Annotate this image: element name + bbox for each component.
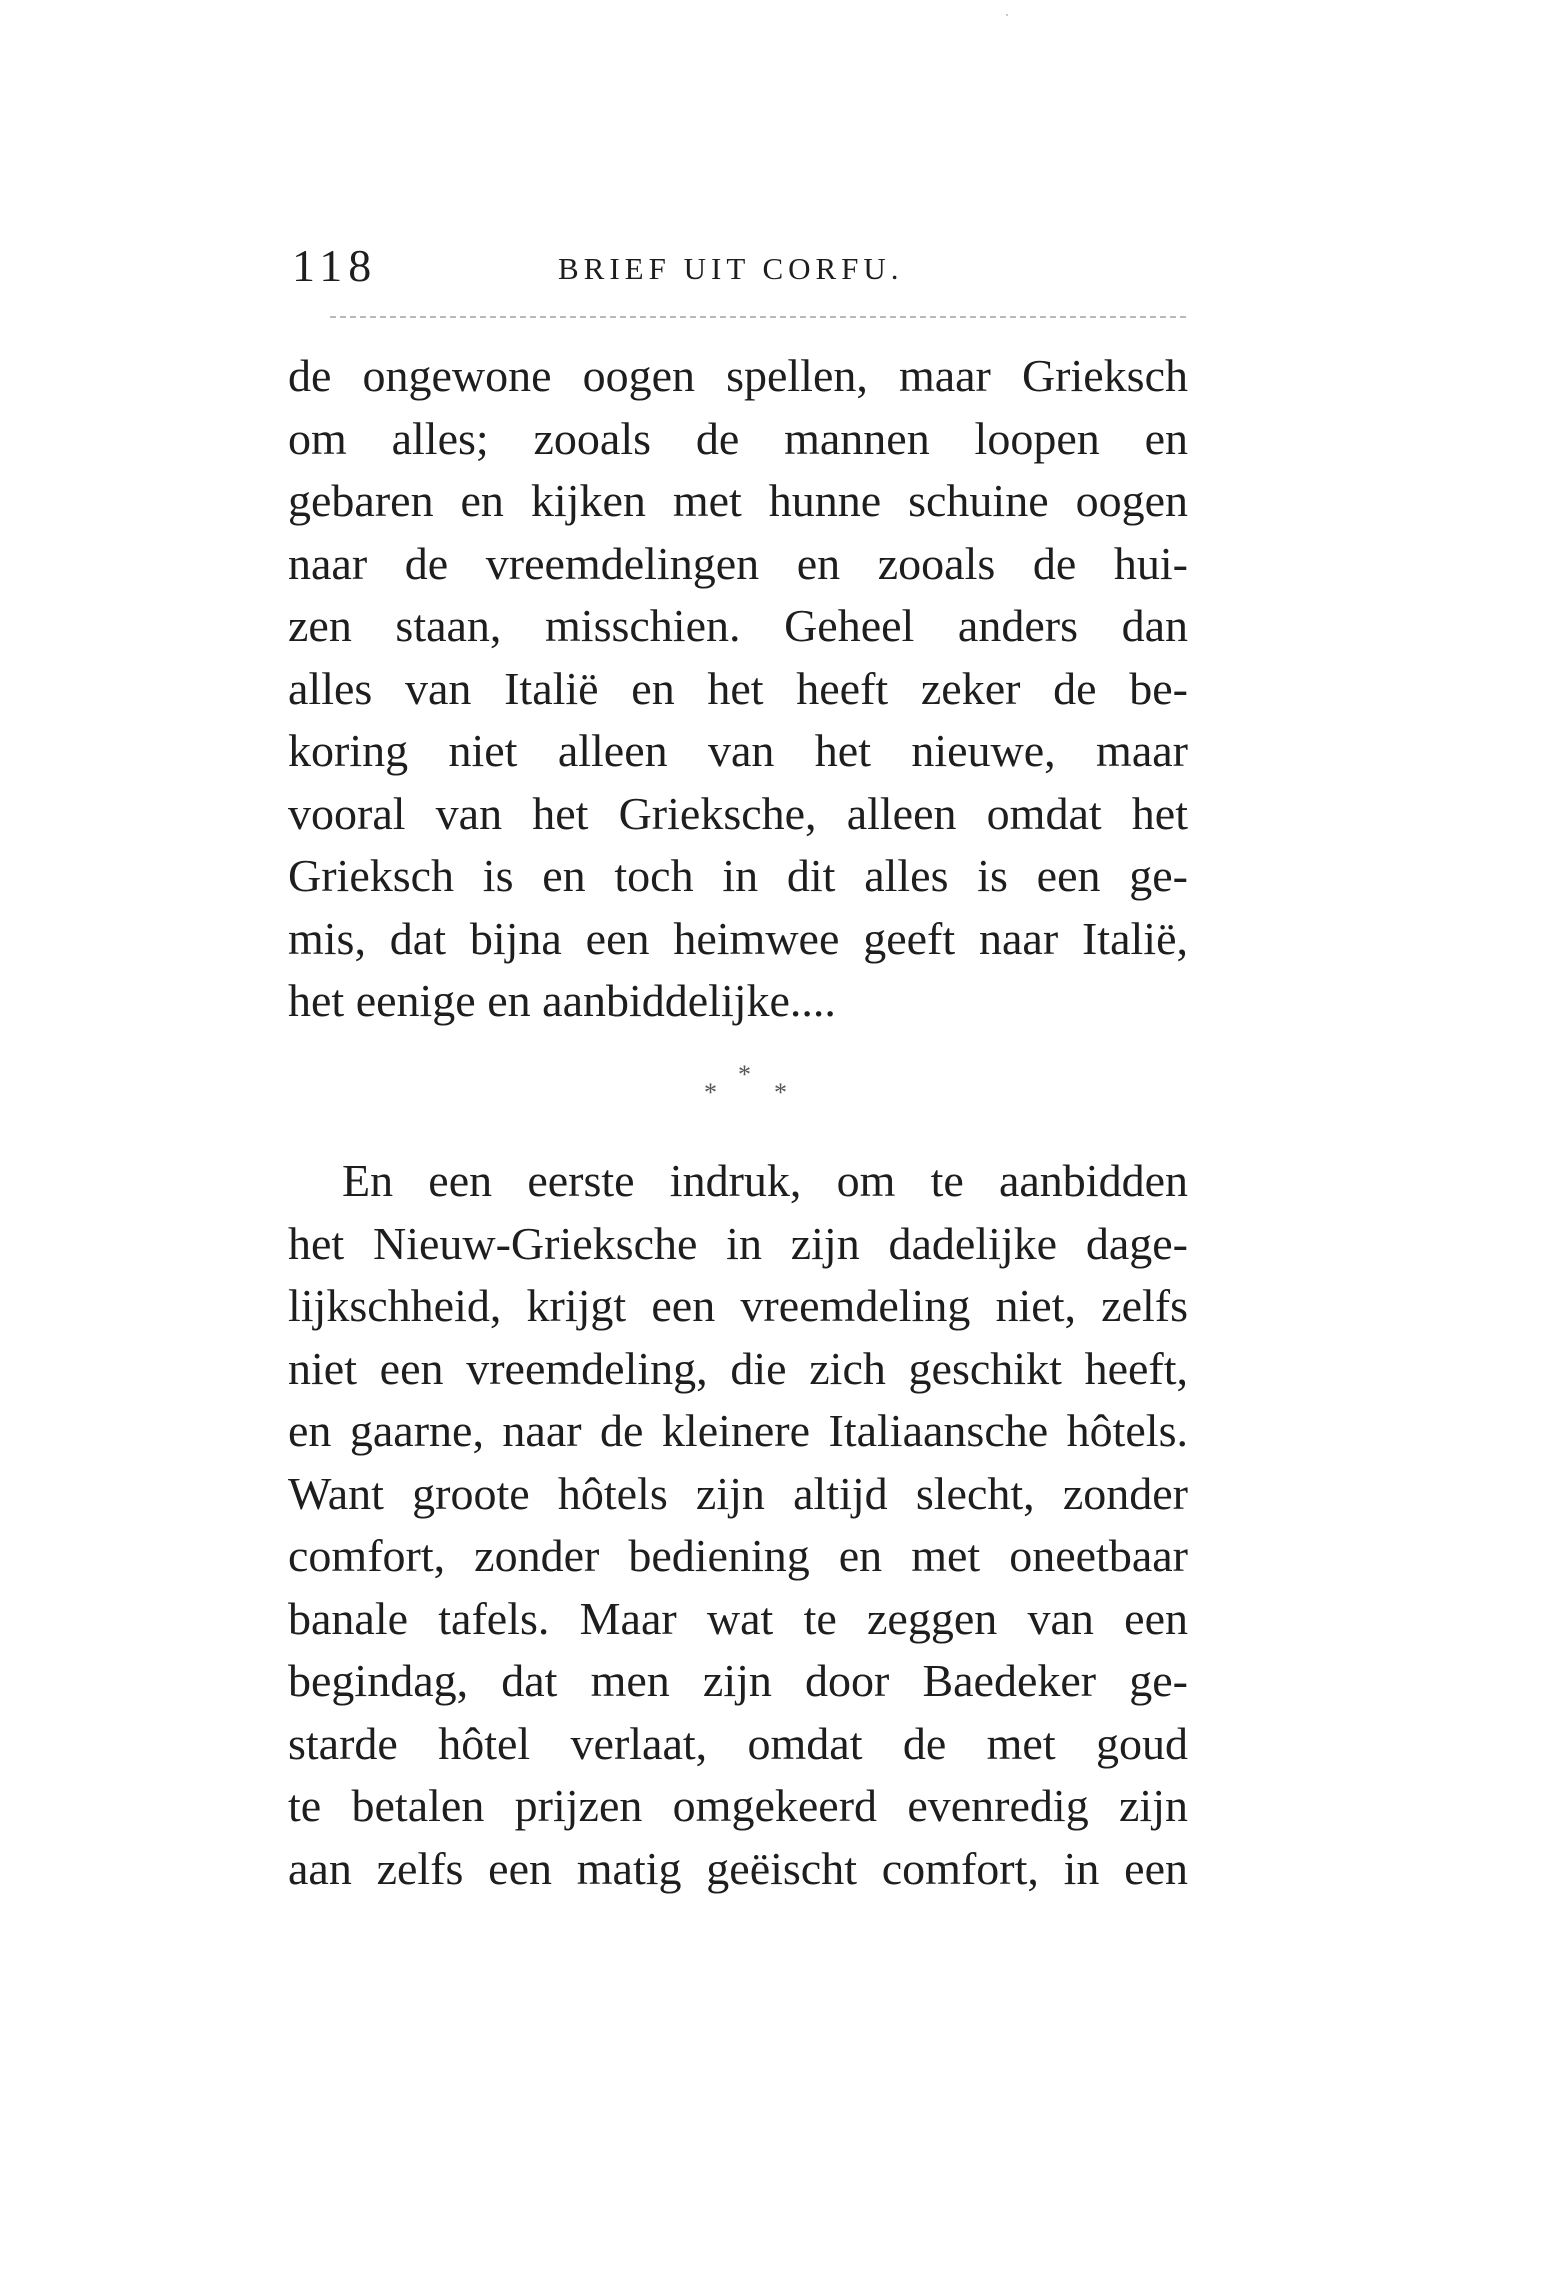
text-line: alles van Italië en het heeft zeker de be-: [288, 662, 1188, 714]
paragraph-1: [288, 345, 1188, 1033]
text-line: aan zelfs een matig geëischt comfort, in een: [288, 1842, 1188, 1894]
text-line: om alles; zooals de mannen loopen en: [288, 412, 1188, 464]
asterisk-icon: *: [774, 1078, 787, 1107]
page-number: 118: [292, 240, 378, 291]
asterisk-icon: *: [704, 1078, 717, 1107]
text-line: starde hôtel verlaat, omdat de met goud: [288, 1717, 1188, 1769]
text-line: banale tafels. Maar wat te zeggen van een: [288, 1592, 1188, 1644]
running-head: [288, 236, 1188, 296]
asterisk-icon: *: [738, 1060, 751, 1089]
text-line: begindag, dat men zijn door Baedeker ge-: [288, 1655, 1188, 1706]
text-line: het Nieuw-Grieksche in zijn dadelijke dage-: [288, 1217, 1188, 1269]
text-line: En een eerste indruk, om te aanbidden: [342, 1155, 1188, 1206]
text-line: het eenige en aanbiddelijke....: [288, 975, 836, 1026]
text-line: en gaarne, naar de kleinere Italiaansche hôtels.: [288, 1405, 1188, 1456]
text-line: de ongewone oogen spellen, maar Grieksch: [288, 350, 1188, 401]
text-line: koring niet alleen van het nieuwe, maar: [288, 725, 1188, 776]
text-line: gebaren en kijken met hunne schuine oogen: [288, 475, 1188, 526]
text-line: vooral van het Grieksche, alleen omdat het: [288, 787, 1188, 839]
text-line: mis, dat bijna een heimwee geeft naar Italië,: [288, 912, 1188, 964]
text-line: niet een vreemdeling, die zich geschikt heeft,: [288, 1342, 1188, 1394]
text-line: comfort, zonder bediening en met oneetbaar: [288, 1530, 1188, 1581]
text-line: naar de vreemdelingen en zooals de hui-: [288, 537, 1188, 589]
running-title: BRIEF UIT CORFU.: [558, 251, 904, 286]
text-line: zen staan, misschien. Geheel anders dan: [288, 600, 1188, 651]
text-line: Want groote hôtels zijn altijd slecht, zonder: [288, 1467, 1188, 1519]
text-line: te betalen prijzen omgekeerd evenredig zijn: [288, 1780, 1188, 1831]
scan-speck: [1006, 14, 1008, 16]
paragraph-2: [288, 1150, 1188, 1900]
text-line: Grieksch is en toch in dit alles is een ge-: [288, 850, 1188, 901]
header-rule: [330, 316, 1186, 318]
text-line: lijkschheid, krijgt een vreemdeling niet, zelfs: [288, 1280, 1188, 1331]
section-separator: [690, 1060, 810, 1110]
